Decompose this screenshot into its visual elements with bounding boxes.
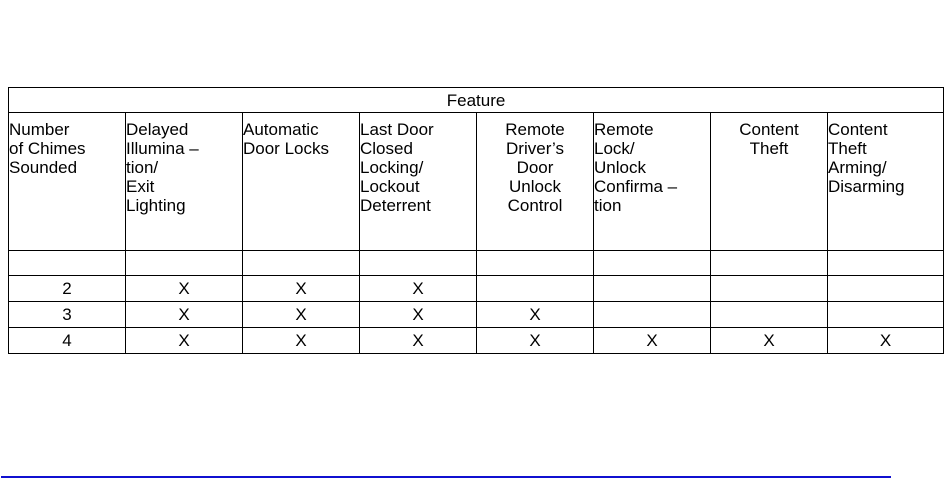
column-header-remote-lock-unlock-confirmation: Remote Lock/ Unlock Confirma – tion [594,113,711,251]
table-cell: 3 [9,302,126,328]
column-header-remote-drivers-door-unlock: Remote Driver’s Door Unlock Control [477,113,594,251]
table-cell [126,251,243,276]
table-cell [360,251,477,276]
table-cell: X [243,328,360,354]
column-header-number-of-chimes: Number of Chimes Sounded [9,113,126,251]
table-cell [828,251,944,276]
table-row [9,276,944,302]
column-header-content-theft: Content Theft [711,113,828,251]
feature-group-header: Feature [9,88,944,113]
table-cell [711,276,828,302]
feature-chime-table [8,87,944,354]
table-cell [594,251,711,276]
table-cell: X [828,328,944,354]
table-cell: 2 [9,276,126,302]
table-cell [594,302,711,328]
table-cell: X [477,328,594,354]
table-cell: 4 [9,328,126,354]
table-cell: X [711,328,828,354]
table-row [9,302,944,328]
table-row [9,251,944,276]
table-cell [711,302,828,328]
table-cell [9,251,126,276]
table-cell: X [360,276,477,302]
table-cell [477,276,594,302]
column-header-last-door-closed-locking: Last Door Closed Locking/ Lockout Deterrent [360,113,477,251]
table-cell: X [594,328,711,354]
table-cell [477,251,594,276]
table-cell [828,302,944,328]
table-cell: X [126,328,243,354]
table-cell: X [126,276,243,302]
table-cell: X [243,276,360,302]
table-cell: X [126,302,243,328]
column-header-content-theft-arming: Content Theft Arming/ Disarming [828,113,944,251]
column-header-automatic-door-locks: Automatic Door Locks [243,113,360,251]
table-cell: X [360,302,477,328]
table-cell [828,276,944,302]
table-cell [243,251,360,276]
table-cell [711,251,828,276]
table-cell: X [360,328,477,354]
table-row [9,328,944,354]
table-cell: X [477,302,594,328]
table-cell [594,276,711,302]
table-cell: X [243,302,360,328]
bottom-divider-rule [1,476,891,478]
column-header-delayed-illumination: Delayed Illumina – tion/ Exit Lighting [126,113,243,251]
